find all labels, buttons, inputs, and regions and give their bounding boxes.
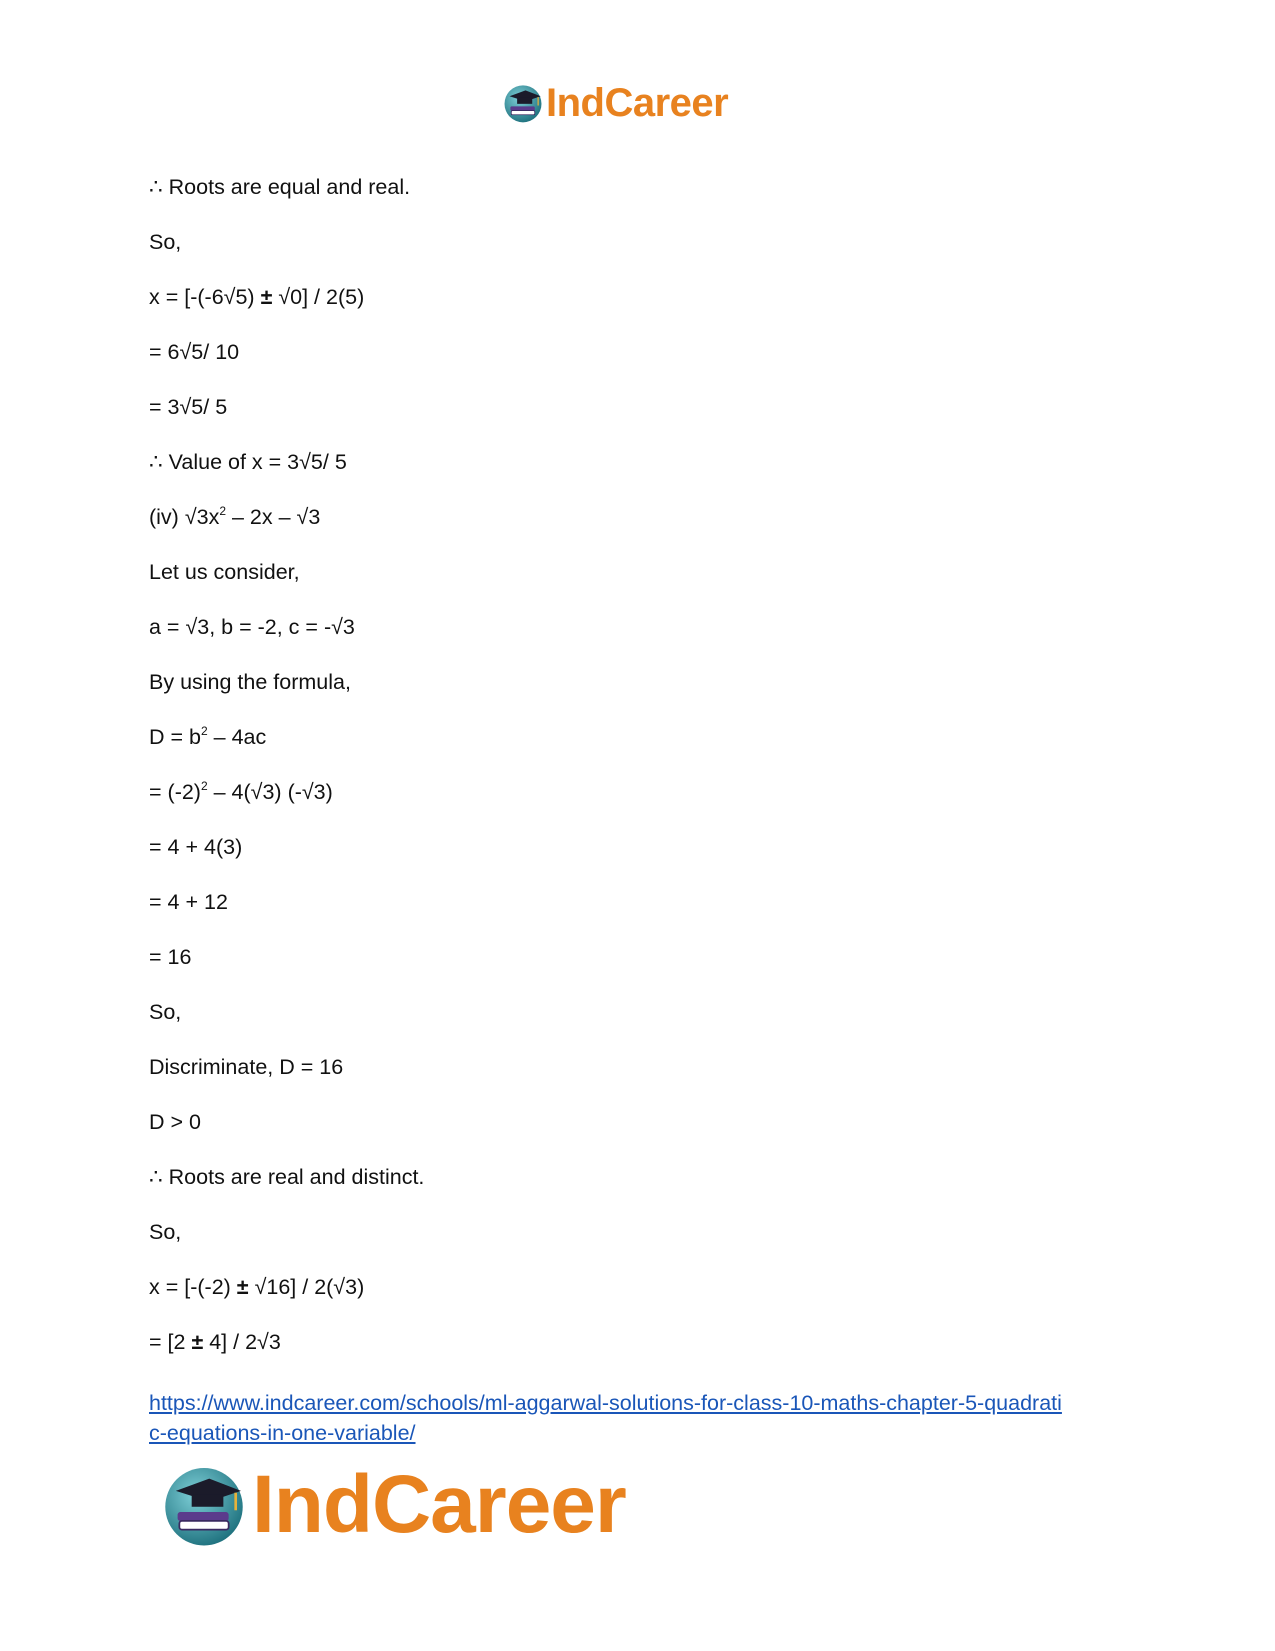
text-line xyxy=(149,1329,1129,1355)
text-line xyxy=(149,339,1129,365)
text-segment: = [2 xyxy=(149,1330,192,1354)
source-link[interactable] xyxy=(149,1388,1129,1448)
text-line xyxy=(149,889,1129,915)
superscript: 2 xyxy=(200,779,208,793)
text-segment: = 4 + 4(3) xyxy=(149,835,243,859)
text-segment: ∴ Value of x = 3√5/ 5 xyxy=(149,450,347,474)
text-line xyxy=(149,1164,1129,1190)
text-segment: So, xyxy=(149,1000,182,1024)
text-line xyxy=(149,174,1129,200)
text-line xyxy=(149,229,1129,255)
text-line xyxy=(149,284,1129,310)
text-segment: ∴ Roots are equal and real. xyxy=(149,175,411,199)
text-line xyxy=(149,559,1129,585)
text-segment: = 4 + 12 xyxy=(149,890,228,914)
text-segment: By using the formula, xyxy=(149,670,351,694)
text-segment: a = √3, b = -2, c = -√3 xyxy=(149,615,355,639)
text-segment: D > 0 xyxy=(149,1110,201,1134)
text-segment: So, xyxy=(149,1220,182,1244)
text-line xyxy=(149,944,1129,970)
text-segment: x = [-(-2) xyxy=(149,1275,237,1299)
logo-wordmark: IndCareer xyxy=(252,1459,626,1550)
footer-logo xyxy=(160,1458,626,1552)
text-segment: √16] / 2(√3) xyxy=(248,1275,365,1299)
text-line xyxy=(149,1219,1129,1245)
text-segment: ∴ Roots are real and distinct. xyxy=(149,1165,425,1189)
text-segment: = 6√5/ 10 xyxy=(149,340,240,364)
text-line xyxy=(149,394,1129,420)
superscript: 2 xyxy=(219,504,227,518)
superscript: 2 xyxy=(201,724,208,738)
logo-wordmark: IndCareer xyxy=(546,81,729,125)
text-line xyxy=(149,669,1129,695)
header-logo xyxy=(502,80,728,126)
plus-minus-symbol: ± xyxy=(191,1330,204,1354)
text-segment: – 2x – √3 xyxy=(226,505,321,529)
text-line xyxy=(149,999,1129,1025)
source-link-line-2[interactable]: c-equations-in-one-variable/ xyxy=(149,1421,416,1445)
text-segment: = 3√5/ 5 xyxy=(149,395,228,419)
source-link-line-1[interactable]: https://www.indcareer.com/schools/ml-aggarwal-solutions-for-class-10-maths-chapter-5-quadrati xyxy=(149,1391,1062,1415)
text-line xyxy=(149,724,1129,750)
plus-minus-symbol: ± xyxy=(236,1275,249,1299)
text-line xyxy=(149,504,1129,530)
text-line xyxy=(149,834,1129,860)
text-line xyxy=(149,614,1129,640)
text-segment: So, xyxy=(149,230,182,254)
text-segment: D = b xyxy=(149,725,201,749)
text-line xyxy=(149,1274,1129,1300)
document-body xyxy=(149,174,1129,1384)
text-segment: √0] / 2(5) xyxy=(272,285,365,309)
text-segment: Discriminate, D = 16 xyxy=(149,1055,344,1079)
text-segment: – 4ac xyxy=(207,725,267,749)
text-segment: x = [-(-6√5) xyxy=(149,285,261,309)
text-segment: – 4(√3) (-√3) xyxy=(207,780,333,804)
text-line xyxy=(149,779,1129,805)
text-line xyxy=(149,1109,1129,1135)
graduation-cap-globe-icon xyxy=(160,1461,248,1549)
text-segment: (iv) √3x xyxy=(149,505,220,529)
text-segment: Let us consider, xyxy=(149,560,300,584)
text-segment: = 16 xyxy=(149,945,192,969)
text-line xyxy=(149,1054,1129,1080)
text-segment: 4] / 2√3 xyxy=(203,1330,281,1354)
text-line xyxy=(149,449,1129,475)
text-segment: = (-2) xyxy=(149,780,201,804)
graduation-cap-globe-icon xyxy=(502,82,544,124)
plus-minus-symbol: ± xyxy=(260,285,273,309)
